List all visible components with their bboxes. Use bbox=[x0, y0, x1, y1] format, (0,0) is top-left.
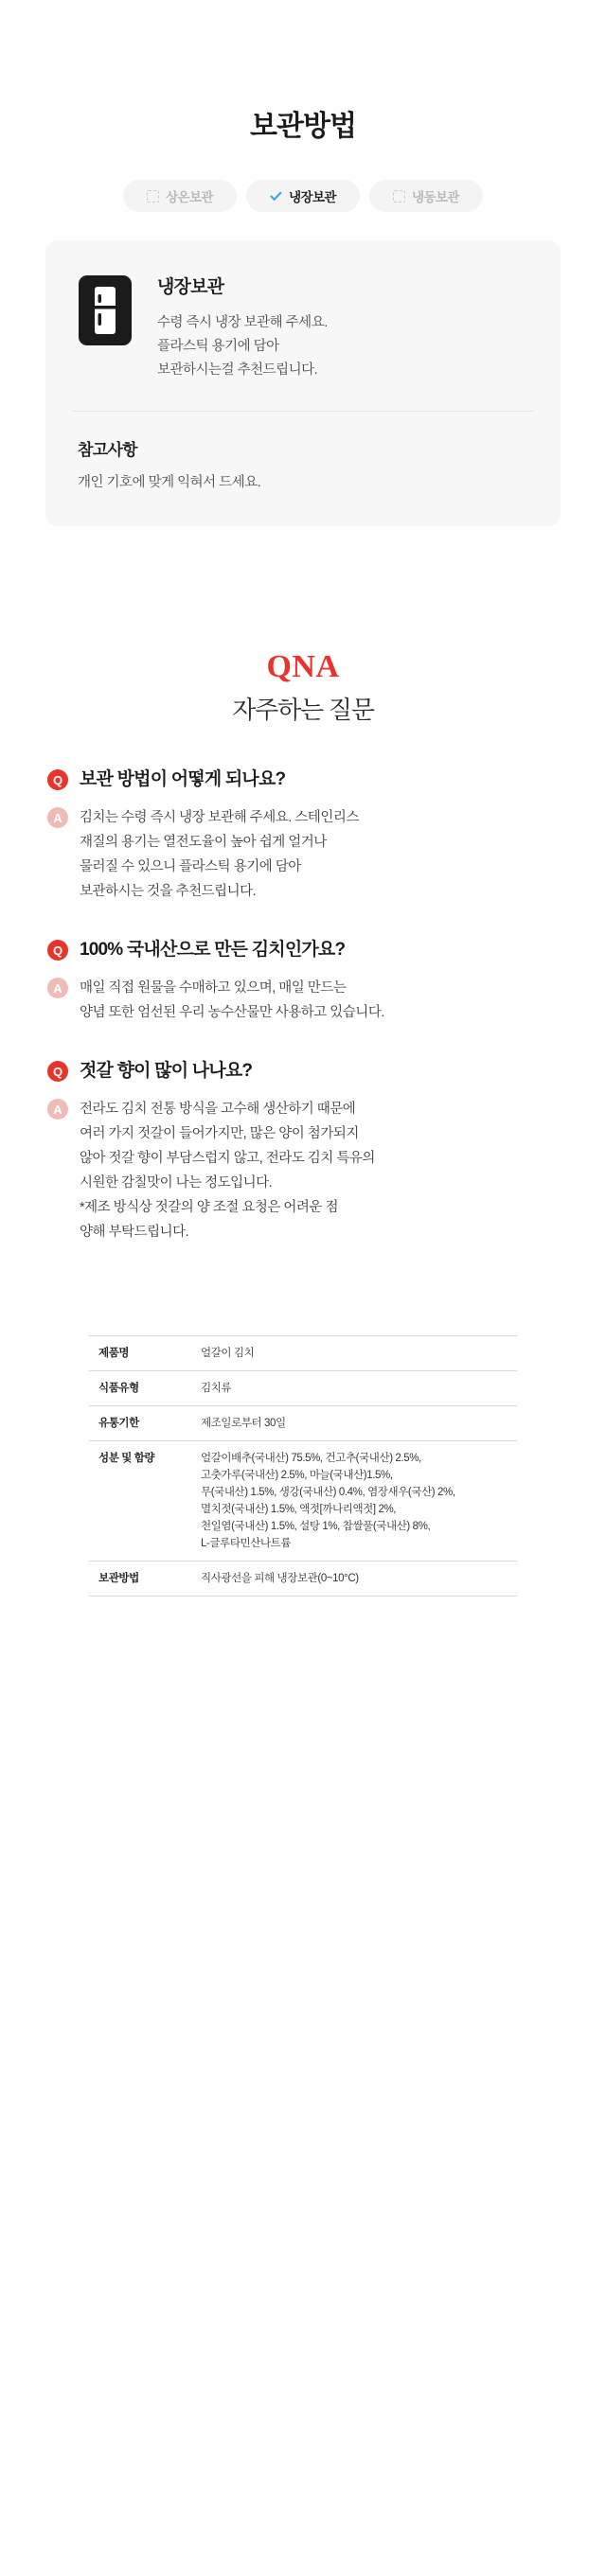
spec-label: 식품유형 bbox=[89, 1371, 191, 1406]
table-row bbox=[89, 1561, 517, 1597]
qna-item[interactable] bbox=[47, 1059, 559, 1244]
answer-badge-icon: A bbox=[47, 807, 68, 828]
answer-badge-icon: A bbox=[47, 978, 68, 998]
qna-answer-line: 매일 직접 원물을 수매하고 있으며, 매일 만드는 bbox=[80, 980, 347, 996]
qna-question-text: 젓갈 향이 많이 나나요? bbox=[80, 1061, 253, 1081]
spec-value-line: L-글루타민산나트륨 bbox=[201, 1538, 292, 1549]
checkbox-empty-icon bbox=[393, 190, 405, 203]
qna-answer-text bbox=[80, 1097, 375, 1244]
storage-card-text bbox=[157, 273, 328, 382]
product-spec-section bbox=[89, 1335, 517, 1710]
qna-item[interactable] bbox=[47, 938, 559, 1025]
spec-value-line: 고춧가루(국내산) 2.5%, 마늘(국내산)1.5%, bbox=[201, 1470, 393, 1481]
qna-answer-line: 보관하시는 것을 추천드립니다. bbox=[80, 884, 257, 899]
table-row bbox=[89, 1371, 517, 1406]
tab-room-temperature[interactable] bbox=[123, 180, 237, 212]
tab-label: 냉장보관 bbox=[289, 190, 336, 204]
qna-question bbox=[47, 768, 559, 792]
storage-card-body-line: 플라스틱 용기에 담아 bbox=[157, 339, 279, 354]
checkbox-empty-icon bbox=[147, 190, 159, 203]
spec-label: 보관방법 bbox=[89, 1561, 191, 1597]
qna-question bbox=[47, 1059, 559, 1084]
spec-value-line: 멸치젓(국내산) 1.5%, 액젓[까나리액젓] 2%, bbox=[201, 1504, 397, 1515]
storage-card-body bbox=[157, 311, 328, 382]
qna-answer-line: 양념 또한 엄선된 우리 농수산물만 사용하고 있습니다. bbox=[80, 1005, 384, 1020]
spec-value-line: 무(국내산) 1.5%, 생강(국내산) 0.4%, 염장새우(국산) 2%, bbox=[201, 1487, 455, 1498]
product-spec-table bbox=[89, 1335, 517, 1597]
qna-logo: QNA bbox=[266, 649, 340, 684]
qna-answer-line: 않아 젓갈 향이 부담스럽지 않고, 전라도 김치 특유의 bbox=[80, 1151, 375, 1166]
spec-value: 얼갈이 김치 bbox=[191, 1336, 517, 1371]
storage-card-title: 냉장보관 bbox=[157, 277, 224, 297]
qna-answer-line: *제조 방식상 젓갈의 양 조절 요청은 어려운 점 bbox=[80, 1200, 338, 1215]
storage-section bbox=[0, 0, 606, 526]
qna-answer-line: 여러 가지 젓갈이 들어가지만, 많은 양이 첨가되지 bbox=[80, 1126, 359, 1141]
qna-answer-line: 시원한 감칠맛이 나는 정도입니다. bbox=[80, 1175, 273, 1191]
table-row bbox=[89, 1336, 517, 1371]
note-block bbox=[45, 412, 561, 494]
spec-value: 직사광선을 피해 냉장보관(0~10°C) bbox=[191, 1561, 517, 1597]
page-title: 보관방법 bbox=[250, 111, 356, 142]
spec-value bbox=[191, 1441, 517, 1561]
question-badge-icon: Q bbox=[47, 1061, 68, 1082]
spec-value: 제조일로부터 30일 bbox=[191, 1406, 517, 1441]
table-row bbox=[89, 1441, 517, 1561]
qna-list bbox=[47, 768, 559, 1244]
tab-label: 냉동보관 bbox=[412, 190, 459, 204]
tab-label: 상온보관 bbox=[166, 190, 213, 204]
storage-card bbox=[45, 240, 561, 526]
qna-answer-line: 물러질 수 있으니 플라스틱 용기에 담아 bbox=[80, 859, 301, 874]
qna-item[interactable] bbox=[47, 768, 559, 904]
question-badge-icon: Q bbox=[47, 769, 68, 790]
spec-value: 김치류 bbox=[191, 1371, 517, 1406]
qna-question-text: 100% 국내산으로 만든 김치인가요? bbox=[80, 940, 346, 960]
spec-label: 유통기한 bbox=[89, 1406, 191, 1441]
qna-answer-line: 양해 부탁드립니다. bbox=[80, 1225, 189, 1240]
question-badge-icon: Q bbox=[47, 940, 68, 961]
qna-subtitle: 자주하는 질문 bbox=[232, 696, 374, 724]
tab-refrigerated[interactable] bbox=[246, 180, 360, 212]
tab-frozen[interactable] bbox=[369, 180, 483, 212]
spec-label: 제품명 bbox=[89, 1336, 191, 1371]
qna-question-text: 보관 방법이 어떻게 되나요? bbox=[80, 769, 286, 789]
storage-card-body-line: 수령 즉시 냉장 보관해 주세요. bbox=[157, 315, 328, 330]
qna-section bbox=[0, 649, 606, 1244]
qna-answer bbox=[47, 805, 559, 904]
spec-value-line: 천일염(국내산) 1.5%, 설탕 1%, 찹쌀풀(국내산) 8%, bbox=[201, 1521, 431, 1532]
qna-question bbox=[47, 938, 559, 962]
qna-answer bbox=[47, 1097, 559, 1244]
qna-answer bbox=[47, 976, 559, 1025]
note-body: 개인 기호에 맞게 익혀서 드세요. bbox=[78, 475, 261, 490]
checkbox-checked-icon bbox=[270, 190, 282, 203]
note-title: 참고사항 bbox=[78, 441, 137, 459]
qna-answer-text bbox=[80, 976, 384, 1025]
spec-label: 성분 및 함량 bbox=[89, 1441, 191, 1561]
qna-answer-line: 김치는 수령 즉시 냉장 보관해 주세요. 스테인리스 bbox=[80, 810, 359, 825]
refrigerator-icon bbox=[78, 274, 133, 346]
qna-answer-line: 재질의 용기는 열전도율이 높아 쉽게 얼거나 bbox=[80, 835, 327, 850]
answer-badge-icon: A bbox=[47, 1099, 68, 1120]
qna-answer-line: 전라도 김치 전통 방식을 고수해 생산하기 때문에 bbox=[80, 1102, 356, 1117]
qna-answer-text bbox=[80, 805, 359, 904]
spec-value-line: 얼갈이배추(국내산) 75.5%, 건고추(국내산) 2.5%, bbox=[201, 1453, 421, 1464]
storage-card-body-line: 보관하시는걸 추천드립니다. bbox=[157, 362, 318, 378]
storage-tabs bbox=[0, 180, 606, 212]
table-row bbox=[89, 1406, 517, 1441]
